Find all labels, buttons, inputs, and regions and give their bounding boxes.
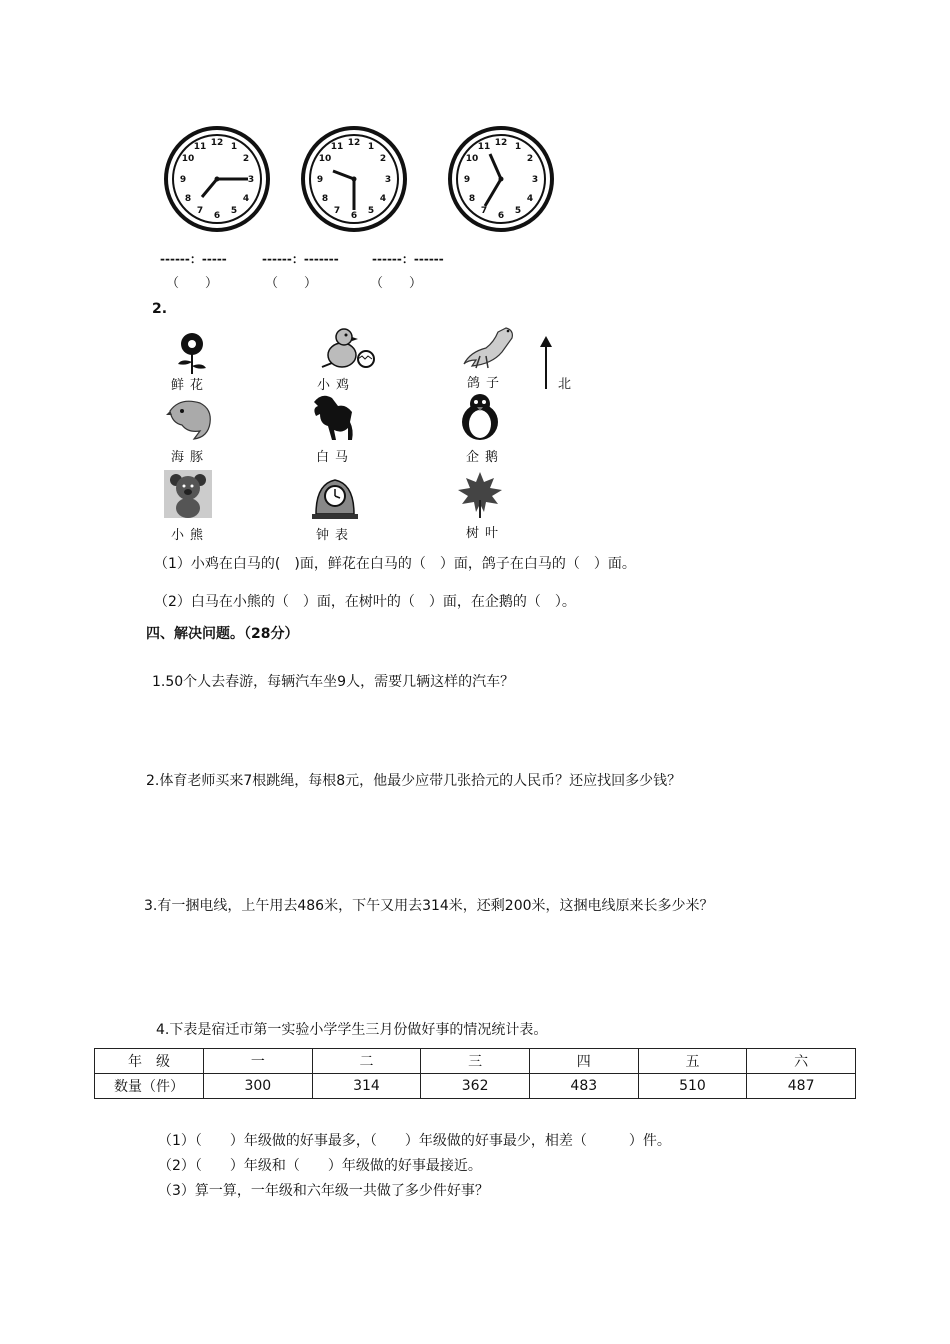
- svg-text:9: 9: [316, 175, 324, 185]
- table-header-row: [95, 1049, 856, 1074]
- label-penguin: 企鹅: [465, 450, 504, 465]
- svg-text:10: 10: [181, 154, 195, 164]
- svg-text:2: 2: [379, 154, 387, 164]
- count-cell: 487: [747, 1074, 856, 1099]
- svg-text:5: 5: [367, 206, 375, 216]
- table-question-2: （2）（ ）年级和（ ）年级做的好事最接近。: [158, 1158, 482, 1174]
- north-label: 北: [558, 377, 572, 392]
- svg-text:4: 4: [379, 194, 387, 204]
- svg-text:11: 11: [193, 142, 207, 152]
- svg-text:12: 12: [210, 138, 224, 148]
- svg-text:3: 3: [531, 175, 539, 185]
- count-cell: 314: [312, 1074, 421, 1099]
- label-dolphin: 海豚: [170, 450, 209, 465]
- table-header-label: 年 级: [95, 1049, 204, 1074]
- clock-answer-1[interactable]: （ ）: [166, 276, 219, 291]
- clock-icon-1: [162, 124, 272, 234]
- question-2-line-1: （1）小鸡在白马的( )面，鲜花在白马的（ ）面，鸽子在白马的（ ）面。: [154, 556, 636, 572]
- clock-icon-3: [446, 124, 556, 234]
- svg-text:12: 12: [494, 138, 508, 148]
- clock-answer-3[interactable]: （ ）: [370, 276, 423, 291]
- problem-2: 2.体育老师买来7根跳绳，每根8元，他最少应带几张拾元的人民币？还应找回多少钱？: [146, 773, 682, 789]
- svg-text:3: 3: [384, 175, 392, 185]
- svg-text:1: 1: [367, 142, 375, 152]
- label-flower: 鲜花: [170, 378, 209, 393]
- svg-text:5: 5: [230, 206, 238, 216]
- clock-object-icon: [310, 474, 360, 520]
- clock-icon-2: [299, 124, 409, 234]
- label-bear: 小熊: [170, 528, 209, 543]
- pigeon-icon: [462, 322, 518, 372]
- svg-text:11: 11: [330, 142, 344, 152]
- label-clock: 钟表: [315, 528, 354, 543]
- grade-cell: 六: [747, 1049, 856, 1074]
- table-count-row: [95, 1074, 856, 1099]
- clock-answer-2[interactable]: （ ）: [265, 276, 318, 291]
- good-deeds-table: [94, 1048, 856, 1099]
- count-cell: 362: [421, 1074, 530, 1099]
- dolphin-icon: [164, 395, 216, 441]
- count-cell: 300: [204, 1074, 313, 1099]
- svg-text:8: 8: [321, 194, 329, 204]
- count-cell: 510: [638, 1074, 747, 1099]
- svg-text:1: 1: [514, 142, 522, 152]
- svg-text:6: 6: [350, 211, 358, 221]
- problem-1: 1.50个人去春游，每辆汽车坐9人，需要几辆这样的汽车？: [152, 674, 515, 690]
- table-question-3: （3）算一算，一年级和六年级一共做了多少件好事？: [158, 1183, 489, 1199]
- svg-text:9: 9: [463, 175, 471, 185]
- grade-cell: 四: [529, 1049, 638, 1074]
- label-horse: 白马: [315, 450, 354, 465]
- svg-text:4: 4: [242, 194, 250, 204]
- section-4-title: 四、解决问题。（28分）: [146, 626, 299, 642]
- svg-text:4: 4: [526, 194, 534, 204]
- svg-text:5: 5: [514, 206, 522, 216]
- table-row-label: 数量（件）: [95, 1074, 204, 1099]
- question-2-number: 2.: [152, 301, 168, 317]
- north-arrow-icon: [539, 335, 553, 389]
- table-question-1: （1）（ ）年级做的好事最多，（ ）年级做的好事最少，相差（ ）件。: [158, 1133, 671, 1149]
- grade-cell: 三: [421, 1049, 530, 1074]
- flower-icon: [168, 330, 216, 374]
- svg-text:3: 3: [247, 175, 255, 185]
- label-pigeon: 鸽子: [466, 376, 505, 391]
- grade-cell: 二: [312, 1049, 421, 1074]
- horse-icon: [306, 392, 362, 444]
- bear-icon: [164, 470, 212, 518]
- grade-cell: 一: [204, 1049, 313, 1074]
- svg-text:10: 10: [465, 154, 479, 164]
- svg-text:2: 2: [242, 154, 250, 164]
- problem-3: 3.有一捆电线，上午用去486米，下午又用去314米，还剩200米，这捆电线原来长多少米？: [144, 898, 714, 914]
- label-leaf: 树叶: [465, 526, 504, 541]
- svg-text:10: 10: [318, 154, 332, 164]
- time-blank-3[interactable]: ------：------: [372, 252, 444, 266]
- label-chick: 小鸡: [316, 378, 355, 393]
- penguin-icon: [456, 392, 504, 442]
- svg-text:7: 7: [333, 206, 341, 216]
- svg-text:6: 6: [497, 211, 505, 221]
- svg-text:9: 9: [179, 175, 187, 185]
- svg-text:11: 11: [477, 142, 491, 152]
- svg-text:7: 7: [196, 206, 204, 216]
- svg-text:8: 8: [184, 194, 192, 204]
- svg-text:8: 8: [468, 194, 476, 204]
- svg-text:1: 1: [230, 142, 238, 152]
- chick-icon: [312, 325, 376, 373]
- time-blank-1[interactable]: ------：-----: [160, 252, 227, 266]
- time-blank-2[interactable]: ------：-------: [262, 252, 339, 266]
- svg-text:2: 2: [526, 154, 534, 164]
- svg-text:12: 12: [347, 138, 361, 148]
- grade-cell: 五: [638, 1049, 747, 1074]
- svg-text:7: 7: [480, 206, 488, 216]
- problem-4: 4.下表是宿迁市第一实验小学学生三月份做好事的情况统计表。: [156, 1022, 548, 1038]
- question-2-line-2: （2）白马在小熊的（ ）面，在树叶的（ ）面，在企鹅的（ ）。: [154, 594, 576, 610]
- count-cell: 483: [529, 1074, 638, 1099]
- svg-text:6: 6: [213, 211, 221, 221]
- leaf-icon: [456, 470, 504, 520]
